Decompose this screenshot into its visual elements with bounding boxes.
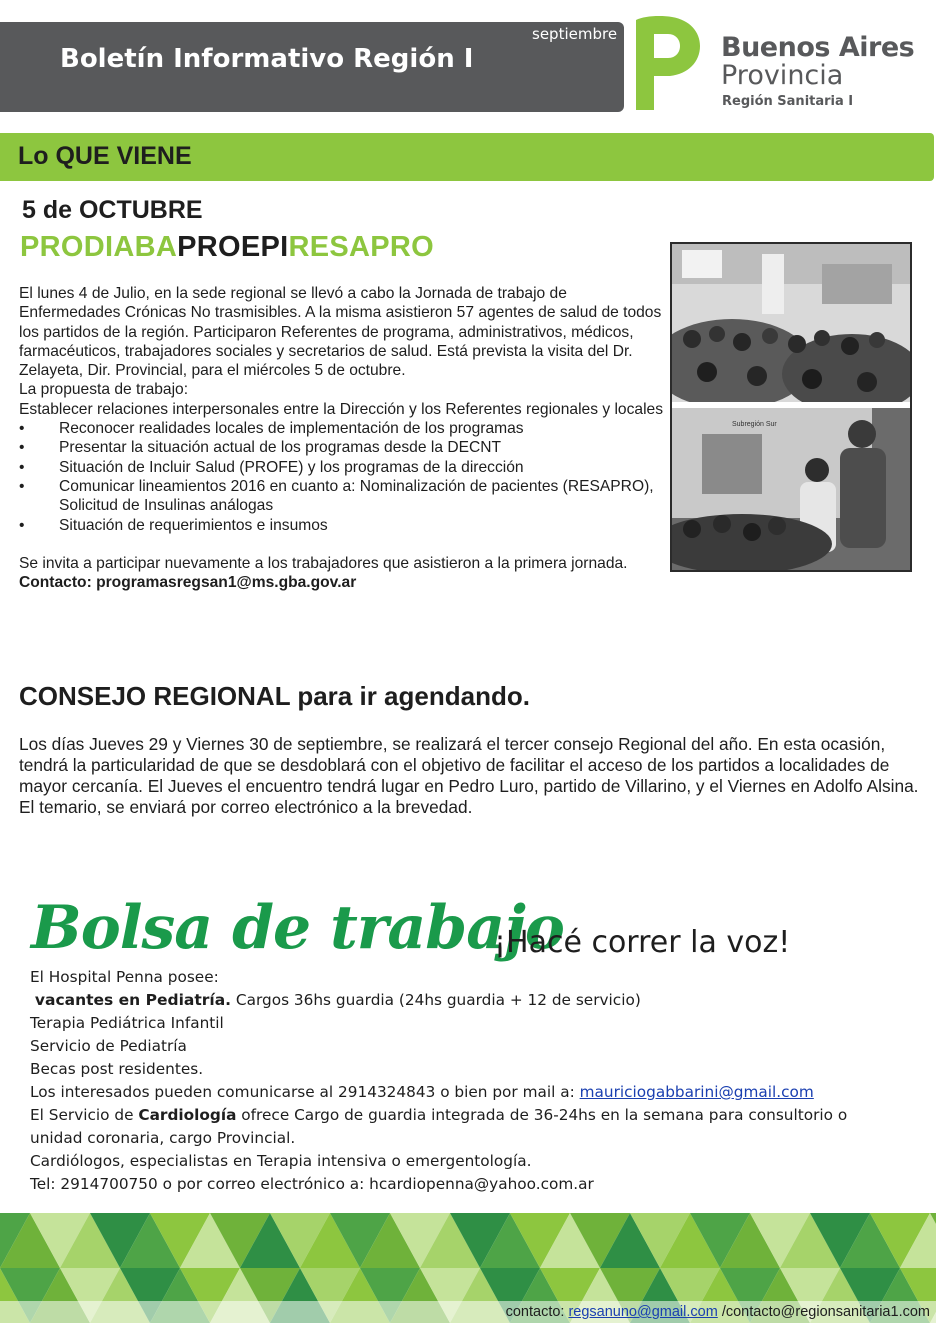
footer-pattern [0, 1213, 936, 1323]
programs-heading [20, 231, 434, 264]
bolsa-line: Servicio de Pediatría [30, 1037, 187, 1055]
invite-text [19, 554, 669, 593]
cardio-rest: ofrece Cargo de guardia integrada de 36-24hs en la semana para consultorio o [236, 1106, 848, 1124]
bolsa-body [30, 966, 900, 1196]
bullet-glyph: • [19, 516, 25, 534]
logo-line-1: Buenos Aires [721, 32, 915, 63]
program-resapro: RESAPRO [288, 231, 434, 263]
event-photos [670, 242, 912, 572]
list-item-text: Comunicar lineamientos 2016 en cuanto a: Nominalización de pacientes (RESAPRO), Solicitud de Insulinas análogas [59, 477, 654, 515]
footer-contact [506, 1304, 930, 1320]
bolsa-line: unidad coronaria, cargo Provincial. [30, 1129, 296, 1147]
slide-label: Subregión Sur [732, 421, 777, 428]
program-prodiaba: PRODIABA [20, 231, 178, 263]
provincia-p-logo-icon [630, 14, 702, 112]
bolsa-line [30, 1104, 900, 1127]
event1-intro: El lunes 4 de Julio, en la sede regional se llevó a cabo la Jornada de trabajo de Enfermedades Crónicas No trasmisibles. A la misma asistieron 57 agentes de salud de todos los partidos de la región. Participaron Referentes de programa, administrativos, médicos, farmacéuticos, trabajadores sociales y secretarios de salud. Está prevista la visita del Dr. Zelayeta, Dir. Provincial, para el miércoles 5 de octubre. [19, 285, 662, 380]
list-item-text: Presentar la situación actual de los programas desde la DECNT [59, 439, 502, 457]
bolsa-line: Cardiólogos, especialistas en Terapia intensiva o emergentología. [30, 1152, 532, 1170]
list-item-text: Situación de Incluir Salud (PROFE) y los programas de la dirección [59, 458, 524, 476]
bullet-glyph: • [19, 458, 25, 476]
bolsa-line: Terapia Pediátrica Infantil [30, 1014, 224, 1032]
bolsa-vacancy-detail: Cargos 36hs guardia (24hs guardia + 12 de servicio) [231, 991, 641, 1009]
list-item [19, 477, 669, 516]
footer-suffix: /contacto@regionsanitaria1.com [717, 1304, 930, 1320]
contact-email[interactable]: Contacto: programasregsan1@ms.gba.gov.ar [19, 574, 357, 592]
section-bar-label: Lo QUE VIENE [18, 142, 192, 170]
section-bar [0, 133, 934, 181]
proposal-title: La propuesta de trabajo: [19, 381, 189, 399]
bolsa-vacancy-lead: vacantes en Pediatría. [34, 991, 232, 1009]
newsletter-title: Boletín Informativo Región I [60, 44, 474, 74]
invite-sentence: Se invita a participar nuevamente a los trabajadores que asistieron a la primera jornada. [19, 554, 628, 572]
list-item-text: Situación de requerimientos e insumos [59, 516, 328, 534]
event1-body [19, 284, 669, 592]
bolsa-contact-text: Los interesados pueden comunicarse al 2914324843 o bien por mail a: [30, 1083, 580, 1101]
cardio-pre: El Servicio de [30, 1106, 139, 1124]
meeting-photo-illustration [672, 244, 910, 570]
bullet-glyph: • [19, 420, 25, 438]
bolsa-line: Becas post residentes. [30, 1060, 204, 1078]
bolsa-subtitle: ¡Hacé correr la voz! [494, 925, 791, 960]
bullet-glyph: • [19, 477, 25, 495]
list-item [19, 419, 669, 438]
footer-prefix: contacto: [505, 1304, 569, 1320]
consejo-body: Los días Jueves 29 y Viernes 30 de septiembre, se realizará el tercer consejo Regional del año. En esta ocasión, tendrá la particularidad de que se desdoblará con el objetivo de facilitar el acceso de los partidos a localidades de mayor cercanía. El Jueves el encuentro tendrá lugar en Pedro Luro, partido de Villarino, y el Viernes en Adolfo Alsina. El temario, se enviará por correo electrónico a la brevedad. [19, 734, 919, 817]
program-proepi: PROEPI [177, 231, 289, 263]
logo-line-3: Región Sanitaria I [722, 94, 854, 109]
logo-line-2: Provincia [721, 60, 844, 91]
list-item [19, 516, 669, 535]
bolsa-line [30, 1081, 900, 1104]
list-item-text: Reconocer realidades locales de implementación de los programas [59, 420, 524, 438]
bullet-glyph: • [19, 439, 25, 457]
footer-email-link[interactable]: regsanuno@gmail.com [568, 1304, 718, 1320]
consejo-title: CONSEJO REGIONAL para ir agendando. [19, 681, 530, 711]
bolsa-title: Bolsa de trabajo [31, 893, 564, 963]
list-item [19, 458, 669, 477]
cardio-bold: Cardiología [138, 1106, 237, 1124]
list-item [19, 438, 669, 457]
bolsa-line: Tel: 2914700750 o por correo electrónico a: hcardiopenna@yahoo.com.ar [30, 1175, 594, 1193]
bolsa-line [30, 989, 900, 1012]
bolsa-line: El Hospital Penna posee: [30, 968, 219, 986]
newsletter-month: septiembre [532, 25, 618, 43]
proposal-first: Establecer relaciones interpersonales entre la Dirección y los Referentes regionales y locales [19, 400, 664, 418]
event-date: 5 de OCTUBRE [22, 196, 203, 224]
bolsa-email-link[interactable]: mauriciogabbarini@gmail.com [579, 1083, 814, 1101]
